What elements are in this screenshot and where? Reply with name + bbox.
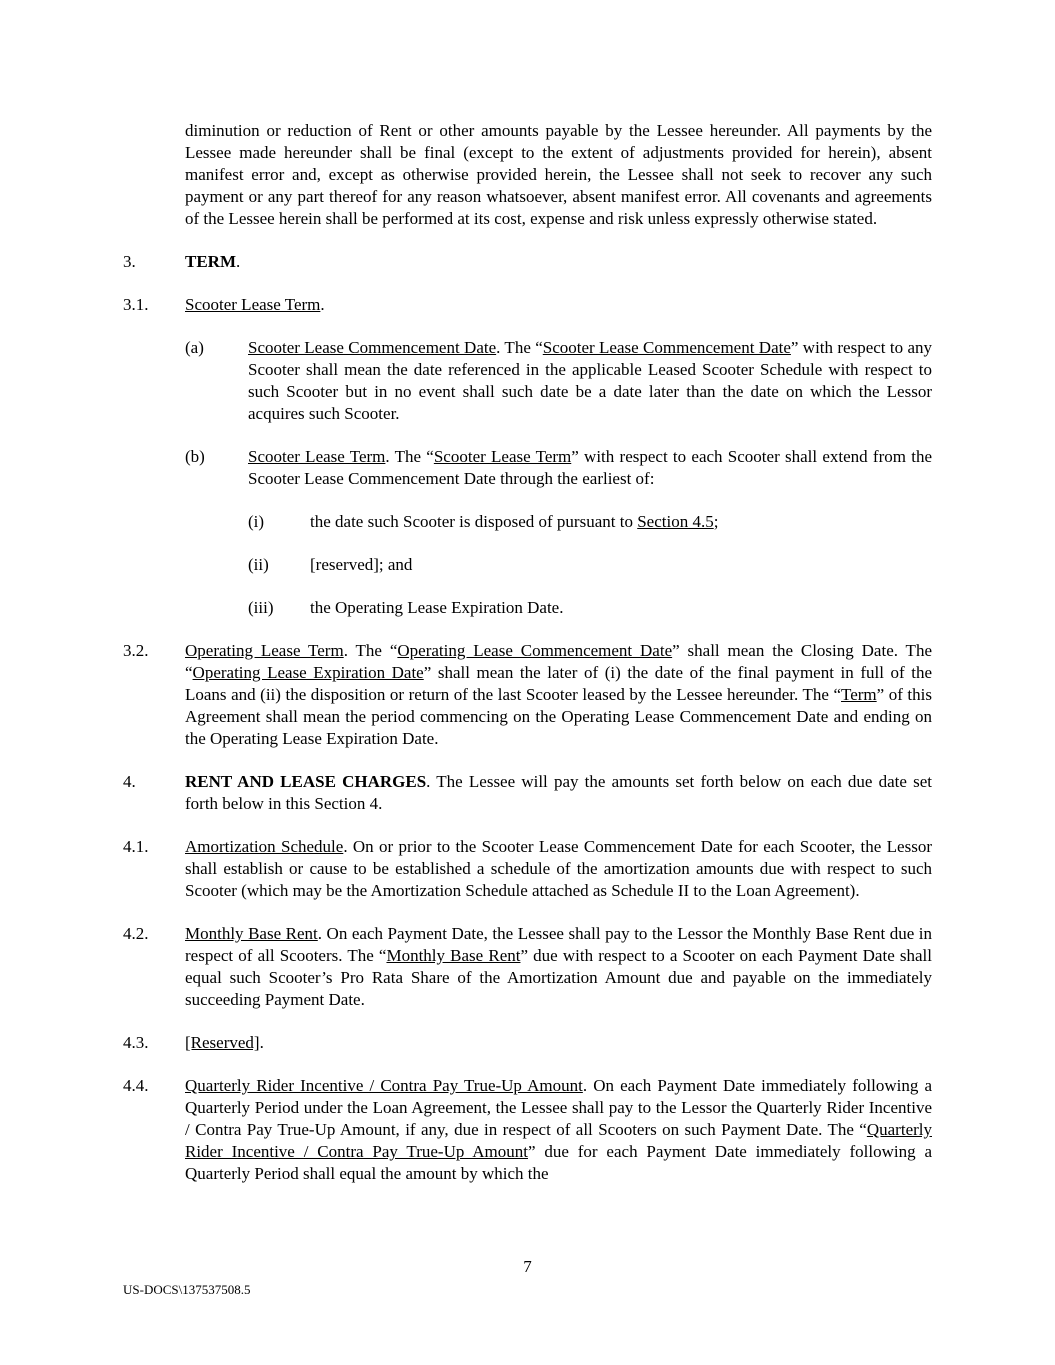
text-segment: Term bbox=[841, 685, 877, 704]
text-segment: . bbox=[236, 252, 241, 271]
paragraph-b bbox=[185, 446, 932, 490]
paragraph-ii bbox=[248, 554, 932, 576]
paragraph-a bbox=[185, 337, 932, 425]
text-segment: . On each Payment Date, the Lessee shall pay to the Lessor the Monthly Base Rent due in respect of all Scooters. The “ bbox=[185, 924, 932, 965]
text-segment: the Operating Lease Expiration Date. bbox=[310, 598, 564, 617]
text-segment: Scooter Lease Term bbox=[433, 447, 572, 466]
text-segment: . The “ bbox=[385, 447, 434, 466]
paragraph-41 bbox=[123, 836, 932, 902]
text-segment: . bbox=[320, 295, 325, 314]
text-segment: ” shall mean the Closing Date. The “ bbox=[185, 641, 932, 682]
text-segment: Section 4.5 bbox=[637, 512, 714, 531]
paragraph-number: (ii) bbox=[248, 555, 269, 574]
text-segment: Operating Lease Expiration Date bbox=[192, 663, 424, 682]
paragraph-i bbox=[248, 511, 932, 533]
text-segment: Quarterly Rider Incentive / Contra Pay True-Up Amount bbox=[185, 1076, 583, 1095]
document-body bbox=[123, 120, 932, 1206]
paragraph-44 bbox=[123, 1075, 932, 1185]
text-segment: Monthly Base Rent bbox=[386, 946, 521, 965]
paragraph-number: 3. bbox=[123, 252, 136, 271]
text-segment: ” due for each Payment Date immediately following a Quarterly Period shall equal the amount by which the bbox=[185, 1142, 932, 1183]
paragraph-number: (b) bbox=[185, 447, 205, 466]
text-segment: . On or prior to the Scooter Lease Commencement Date for each Scooter, the Lessor shall establish or cause to be established a schedule of the amortization amounts due with respect to such Scooter (which may be the Amortization Schedule attached as Schedule II to the Loan Agreement). bbox=[185, 837, 932, 900]
paragraph-iii bbox=[248, 597, 932, 619]
text-segment: . bbox=[259, 1033, 264, 1052]
paragraph-continuation bbox=[185, 120, 932, 230]
paragraph-number: 3.1. bbox=[123, 295, 149, 314]
text-segment: diminution or reduction of Rent or other amounts payable by the Lessee hereunder. All payments by the Lessee made hereunder shall be final (except to the extent of adjustments provided for herein), absent manifest error and, except as otherwise provided herein, the Lessee shall not seek to recover any such payment or any part thereof for any reason whatsoever, absent manifest error. All covenants and agreements of the Lessee herein shall be performed at its cost, expense and risk unless expressly otherwise stated. bbox=[185, 121, 932, 228]
page-number: 7 bbox=[523, 1257, 532, 1276]
text-segment: ; bbox=[713, 512, 719, 531]
text-segment: . The “ bbox=[496, 338, 543, 357]
paragraph-32 bbox=[123, 640, 932, 750]
text-segment: . The Lessee will pay the amounts set forth below on each due date set forth below in this Section 4. bbox=[185, 772, 932, 813]
paragraph-31 bbox=[123, 294, 932, 316]
paragraph-number: (iii) bbox=[248, 598, 274, 617]
paragraph-number: 4.4. bbox=[123, 1076, 149, 1095]
text-segment: Monthly Base Rent bbox=[185, 924, 318, 943]
paragraph-number: 4.3. bbox=[123, 1033, 149, 1052]
text-segment: ” with respect to any Scooter shall mean the date referenced in the applicable Leased Scooter Schedule with respect to such Scooter but in no event shall such date be a date later than the date on which the Lessor acquires such Scooter. bbox=[248, 338, 932, 423]
text-segment: RENT AND LEASE CHARGES bbox=[185, 772, 427, 791]
text-segment: Scooter Lease Term bbox=[185, 295, 321, 314]
text-segment: [Reserved] bbox=[185, 1033, 260, 1052]
paragraph-number: 4.2. bbox=[123, 924, 149, 943]
paragraph-number: (i) bbox=[248, 512, 265, 531]
text-segment: Operating Lease Commencement Date bbox=[397, 641, 673, 660]
text-segment: Quarterly Rider Incentive / Contra Pay True-Up Amount bbox=[185, 1120, 932, 1161]
document-id-footer: US-DOCS\137537508.5 bbox=[123, 1282, 251, 1297]
text-segment: . The “ bbox=[343, 641, 398, 660]
text-segment: Operating Lease Term bbox=[185, 641, 344, 660]
text-segment: Scooter Lease Commencement Date bbox=[248, 338, 497, 357]
paragraph-number: 3.2. bbox=[123, 641, 149, 660]
text-segment: . On each Payment Date immediately following a Quarterly Period under the Loan Agreement, the Lessee shall pay to the Lessor the Quarterly Rider Incentive / Contra Pay True-Up Amount, if any, due in respect of all Scooters on such Payment Date. The “ bbox=[185, 1076, 932, 1139]
text-segment: ” due with respect to a Scooter on each Payment Date shall equal such Scooter’s Pro Rata Share of the Amortization Amount due and payable on the immediately succeeding Payment Date. bbox=[185, 946, 932, 1009]
paragraph-43 bbox=[123, 1032, 932, 1054]
paragraph-number: (a) bbox=[185, 338, 204, 357]
paragraph-4 bbox=[123, 771, 932, 815]
text-segment: the date such Scooter is disposed of pursuant to bbox=[310, 512, 638, 531]
text-segment: Amortization Schedule bbox=[185, 837, 344, 856]
paragraph-42 bbox=[123, 923, 932, 1011]
text-segment: Scooter Lease Term bbox=[248, 447, 386, 466]
text-segment: Scooter Lease Commencement Date bbox=[542, 338, 791, 357]
paragraph-3 bbox=[123, 251, 932, 273]
text-segment: [reserved]; and bbox=[310, 555, 413, 574]
text-segment: ” shall mean the later of (i) the date of the final payment in full of the Loans and (ii) the disposition or return of the last Scooter leased by the Lessee hereunder. The “ bbox=[185, 663, 932, 704]
paragraph-number: 4.1. bbox=[123, 837, 149, 856]
text-segment: ” of this Agreement shall mean the period commencing on the Operating Lease Commencement Date and ending on the Operating Lease Expiration Date. bbox=[185, 685, 932, 748]
text-segment: TERM bbox=[185, 252, 236, 271]
paragraph-number: 4. bbox=[123, 772, 136, 791]
text-segment: ” with respect to each Scooter shall extend from the Scooter Lease Commencement Date through the earliest of: bbox=[248, 447, 932, 488]
